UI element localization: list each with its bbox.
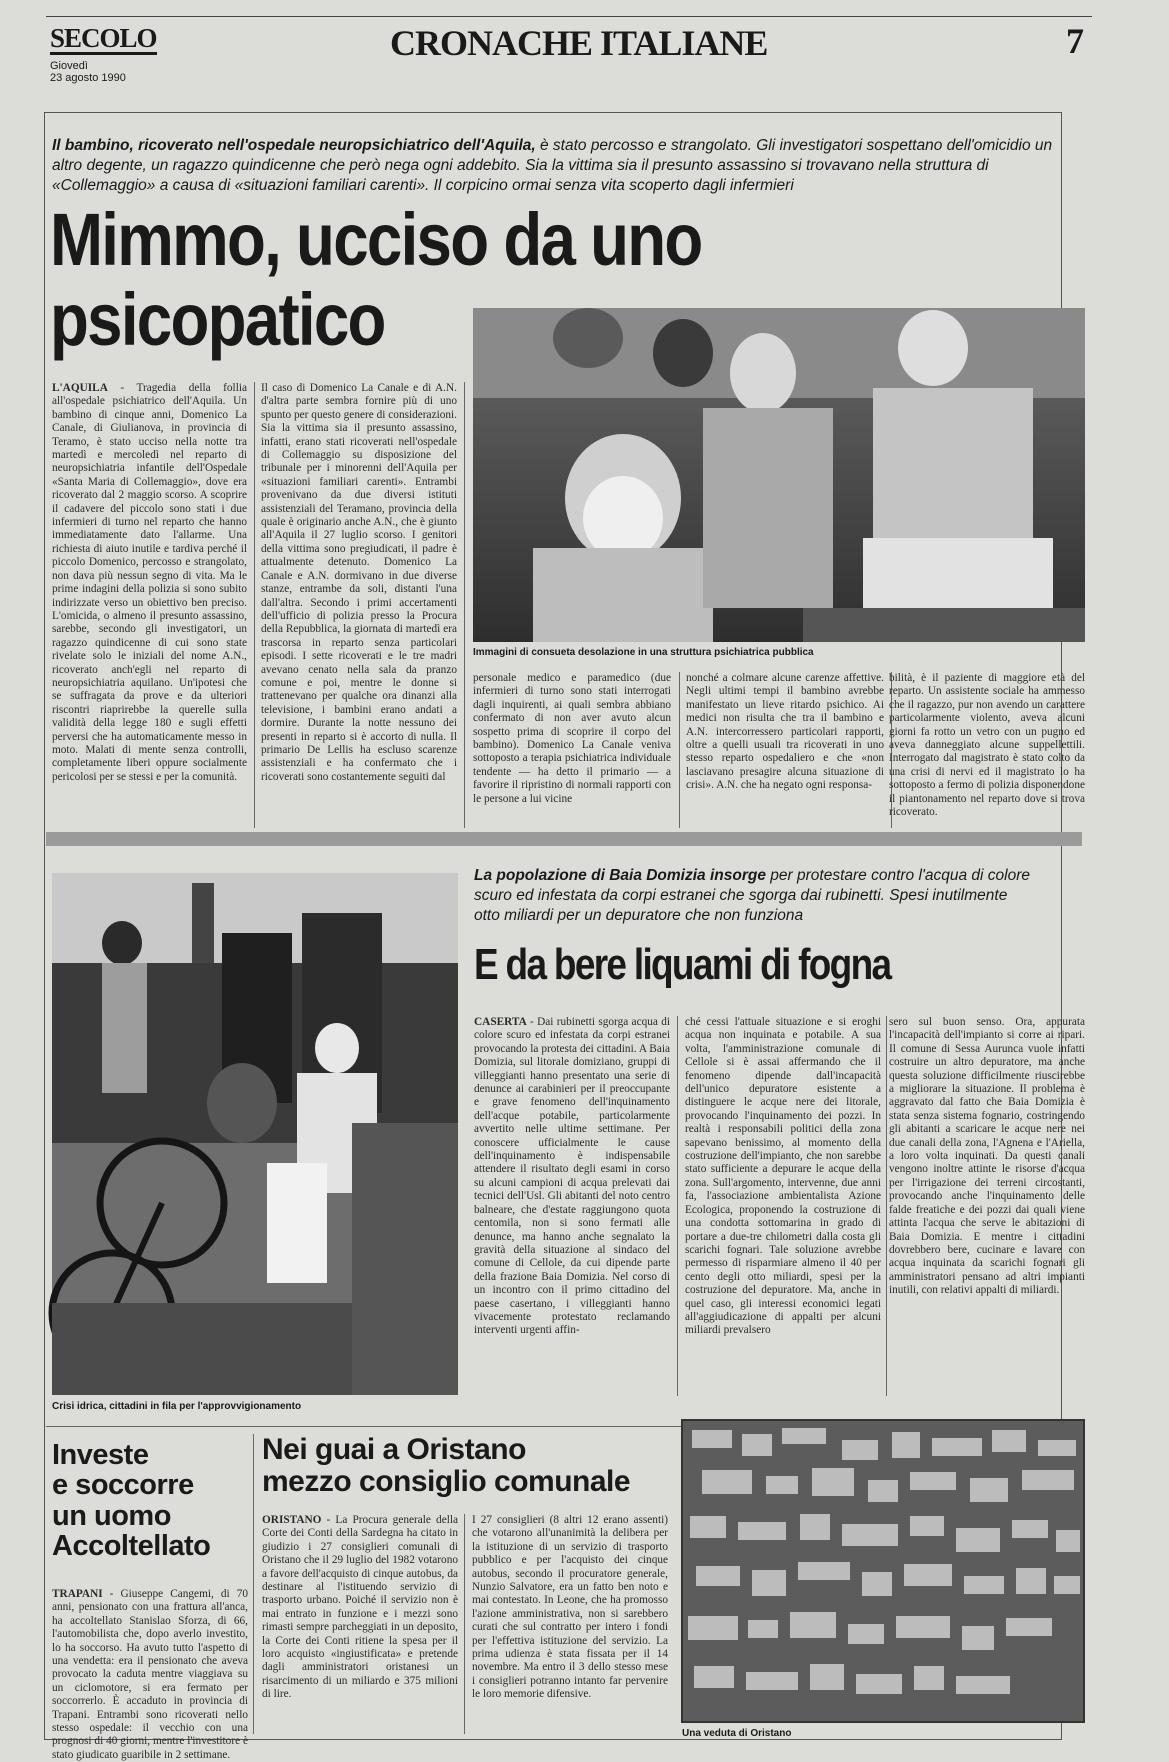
section-title: CRONACHE ITALIANE [390,23,768,63]
article4-headline [262,1434,630,1497]
top-rule [46,16,1092,17]
article2-column-2: ché cessi l'attuale situazione e si eroghi acqua non inquinata e potabile. A sua volta, l'amministrazione comunale di Cellole si è assai affermando che il fenomeno dipende dall'incapacità dell'unico depuratore esistente a distinguere le acque nere dei litorale, provocando l'inquinamento dei pozzi. In realtà i responsabili politici della zona sapevano benissimo, al momento della costruzione dell'impianto, che non sarebbe stato sufficiente a depurare le acque della zona. Sull'argomento, intervenne, due anni fa, l'associazione ambientalista Azione Ecologica, proponendo la costruzione di una condotta sottomarina in grado di portare a due-tre chilometri dalla costa gli scarichi fognari. Tale soluzione avrebbe permesso di risparmiare almeno il 40 per cento degli otto miliardi, spesi per la costruzione del depuratore. Ma, anche in quel caso, gli interessi economici legati all'aggiudicazione di appalti per alcuni miliardi prevalsero [685,1016,881,1337]
oristano-aerial-photo [682,1420,1084,1722]
article1-column-2: Il caso di Domenico La Canale e di A.N. d'altra parte sembra fornire più di uno spunto per questo genere di considerazioni. Sia la vittima sia il presunto assassino, infatti, erano stati ricoverati nell'ospedale di Collemaggio su disposizione del tribunale per i minorenni dell'Aquila per «situazioni familiari carenti». Entrambi provenivano da due diversi istituti assistenziali del Teramano, provincia della quale è originario anche A.N., che è giunto all'Aquila il 27 luglio scorso. I genitori della vittima sono pregiudicati, il padre è attualmente detenuto. Domenico La Canale e A.N. dormivano in due diverse stanze, entrambe da soli, distanti l'una dall'altra. Secondo i primi accertamenti dell'ufficio di polizia presso la Procura della Repubblica, la giornata di martedì era trascorsa in reparto senza particolari episodi. I sette ricoverati e le tre madri avevano cenato nella sala da pranzo comune e poi, mentre le donne si trattenevano per qualche ora dinanzi alla televisione, i bambini erano andati a dormire. Durante la notte nessuno dei presenti in reparto si è accorto di nulla. Il primario De Lellis ha escluso scarenze assistenziali e ha confermato che i ricoverati sono costantemente seguiti dal [261,382,457,783]
article4-photo [682,1420,1084,1722]
article3-headline-line: Investe [52,1439,149,1471]
column-divider [254,382,255,828]
article3-headline-line: un uomo [52,1499,171,1532]
article1-kicker [52,136,1072,196]
article4-headline-line: mezzo consiglio comunale [262,1464,631,1498]
issue-day: 23 agosto 1990 [50,72,126,84]
column-divider [679,672,680,828]
article1-photo-caption: Immagini di consueta desolazione in una struttura psichiatrica pubblica [473,647,814,658]
article1-headline: Mimmo, ucciso da uno psicopatico [50,198,702,361]
issue-weekday: Giovedì [50,60,88,72]
article4-headline-line: Nei guai a Oristano [262,1433,526,1466]
article1-column-4: nonché a colmare alcune carenze affettive. Negli ultimi tempi il bambino avrebbe manifestato un lieve ritardo psichico. Ai medici non risulta che tra il bambino e A.N. intercorressero particolari rapporti, oltre a quelli usuali tra ricoverati in uno stesso reparto ospedaliero e che «non lasciavano presagire alcuna situazione di crisi». A.N. che ha negato ogni responsa- [686,672,884,792]
article1-column-3: personale medico e paramedico (due infermieri di turno sono stati interrogati dagli inquirenti, ai quali sembra abbiano confermato di non aver avuto alcun sospetto prima di scoprire il corpo del bambino). Domenico La Canale veniva sottoposto a terapia psichiatrica individuale tendente — ha detto il primario — a favorire il ripristino di normali rapporti con le persone a lui vicine [473,672,671,805]
article3-dateline: TRAPANI [52,1588,103,1600]
article3-headline-line: e soccorre [52,1469,194,1502]
article3-headline [52,1440,210,1562]
water-queue-photo [52,873,458,1395]
article1-dateline: L'AQUILA [52,382,108,394]
article1-column-5: bilità, è il paziente di maggiore età del reparto. Un assistente sociale ha ammesso che il ragazzo, pur non avendo un carattere particolarmente violento, aveva alcuni giorni fa rotto un vetro con un pugno ed aveva danneggiato alcune suppellettili. Interrogato dal magistrato è stato colto da una crisi di nervi ed il magistrato lo ha sottoposto a fermo di polizia disponendone il piantonamento nel reparto dove si trova ricoverato. [889,672,1085,819]
article2-kicker [474,866,1034,926]
column-divider [464,1514,465,1734]
article1-kicker-lead: Il bambino, ricoverato nell'ospedale neuropsichiatrico dell'Aquila, [52,137,536,154]
article4-column-2: I 27 consiglieri (8 altri 12 erano assenti) che votarono all'unanimità la delibera per la istituzione di un servizio di trasporto pubblico e per l'acquisto dei cinque autobus, secondo il procuratore generale, Nunzio Salvatore, era un fatto ben noto e mai contestato. In Leone, che ha promosso l'azione amministrativa, non si sarebbero curati che sul contratto per intero i fondi per l'effettiva istituzione del servizio. La prima udienza è stata fissata per il 14 novembre. Ma entro il 3 dello stesso mese i consiglieri potranno intanto far pervenire le loro memorie difensive. [472,1514,668,1701]
article2-column-1 [474,1016,670,1396]
article3-headline-line: Accoltellato [52,1530,211,1563]
newspaper-logo: SECOLO [50,23,157,53]
issue-date [50,60,126,84]
article2-kicker-text: per protestare contro l'acqua di colore scuro ed infestata da corpi estranei che sgorga dai rubinetti. Spesi inutilmente otto miliardi per un depuratore che non funziona [474,867,1030,924]
column-divider [677,1016,678,1396]
article4-photo-caption: Una veduta di Oristano [682,1728,792,1739]
article2-photo [52,873,458,1395]
article4-text-1: - La Procura generale della Corte dei Conti della Sardegna ha citato in giudizio i 27 consiglieri comunali di Oristano che il 29 luglio del 1982 votarono a favore dell'acquisto di cinque autobus, da destinare al l'istituendo servizio di trasporto urbano. Poiché il servizio non è mai entrato in funzione e i mezzi sono rimasti sempre parcheggiati in un deposito, la Corte dei Conti ritiene la spesa per il loro acquisto «ingiustificata» e pretende dagli amministratori oristanesi un risarcimento di un miliardo e 375 milioni di lire. [262,1514,458,1701]
article1-photo [473,308,1085,642]
article2-text-1: - Dai rubinetti sgorga acqua di colore scuro ed infestata da corpi estranei provocando la protesta dei cittadini. A Baia Domizia, sul litorale domiziano, gruppi di villeggianti hanno presentato una serie di denunce ai carabinieri per il preoccupante e grave fenomeno dell'inquinamento dell'acque potabile, particolarmente avvertito nelle ultime settimane. Per conoscere ufficialmente le cause dell'inquinamento è indispensabile attendere il risultato degli esami in corso su alcuni campioni di acqua prelevati dai tecnici dell'Usl. Gli abitanti del noto centro balneare, che d'estate raggiungono quota centomila, non si sono fermati alle denunce, ma hanno anche segnalato la gravità della situazione al sindaco del comune di Cellole, da cui dipende parte della frazione Baia Domizia. Nel corso di un incontro con il primo cittadino del paese casertano, i villeggianti hanno vivacemente protestato reclamando interventi urgenti affin- [474,1016,670,1337]
column-divider [886,1016,887,1396]
article4-column-1 [262,1514,458,1734]
article1-text-1: - Tragedia della follia all'ospedale psichiatrico dell'Aquila. Un bambino di cinque anni, Domenico La Canale, di Giulianova, in provincia di Teramo, è stato ucciso nella notte tra martedì e mercoledì nel reparto di neuropsichiatria infantile dell'Ospedale «Santa Maria di Collemaggio», dove era ricoverato dal 2 maggio scorso. A scoprire il cadavere del piccolo sono stati i due infermieri di turno nel reparto che hanno immediatamente dato l'allarme. Una richiesta di aiuto inutile e tardiva perché il piccolo Domenico, percosso e strangolato, non dava più nessun segno di vita. Ma le prime indagini della polizia si sono subito indirizzate verso un obiettivo ben preciso. L'omicida, o almeno il presunto assassino, sarebbe, secondo gli investigatori, un ragazzo quindicenne di cui sono state rivelate solo le iniziali del nome A.N., ricoverato anch'egli nel reparto di neuropsichiatria aquilano. Un'ipotesi che se suffragata da prove e da ulteriori riscontri riaprirebbe la querelle sulla validità della legge 180 e sugli effetti perversi che ha automaticamente messo in moto. Malati di mente senza controlli, completamente liberi oppure socialmente pericolosi per se stessi e per la comunità. [52,382,247,783]
article4-dateline: ORISTANO [262,1514,322,1526]
article2-kicker-lead: La popolazione di Baia Domizia insorge [474,867,766,884]
article1-column-1 [52,382,247,828]
section-separator [46,832,1082,846]
article2-headline: E da bere liquami di fogna [474,940,891,989]
article2-photo-caption: Crisi idrica, cittadini in fila per l'approvvigionamento [52,1401,302,1412]
article2-column-3: sero sul buon senso. Ora, appurata l'incapacità dell'impianto si corre ai ripari. Il comune di Sessa Aurunca vuole infatti costruire un altro depuratore, ma anche questa soluzione difficilmente riuscirebbe a migliorare la situazione. Il problema è aggravato dal fatto che Baia Domizia è stata senza sistema fognario, costringendo gli abitanti a scaricare le acque nere nei due canali della zona, l'Agnena e l'Ariella, a loro volta inquinati. Da questi canali vengono inoltre attinte le risorse d'acqua per l'irrigazione dei terreni circostanti, provocando anche l'inquinamento delle falde freatiche e dei pozzi dai quali viene attinta l'acqua che serve le abitazioni di Baia Domizia. E mentre i cittadini dovrebbero bere, cucinare e lavare con acqua inquinata da scarichi fognari gli amministratori pensano ad altri impianti inutili, con relativi appalti di miliardi. [889,1016,1085,1297]
article3-body [52,1588,248,1761]
article1-kicker-text: è stato percosso e strangolato. Gli investigatori sospettano dell'omicidio un altro degente, un ragazzo quindicenne che però nega ogni addebito. Sia la vittima sia il presunto assassino si trovavano nella struttura di «Collemaggio» a causa di «situazioni familiari carenti». Il corpicino ormai senza vita scoperto dagli infermieri [52,137,1053,194]
article3-text: - Giuseppe Cangemi, di 70 anni, pensionato con una frattura all'anca, ha accoltellato Stanislao Sforza, di 66, l'automobilista che, dopo averlo investito, lo ha soccorso. Ha avuto tutto l'aspetto di una vendetta: era il pensionato che aveva provocato la caduta mentre viaggiava su un ciclomotore, si era fermato per soccorrerlo. È accaduto in provincia di Trapani. Entrambi sono ricoverati nello stesso ospedale: il vecchio con una prognosi di 40 giorni, mentre l'investitore è stato giudicato guaribile in 2 settimane. [52,1588,248,1761]
page-number: 7 [1066,21,1084,61]
psychiatric-ward-photo [473,308,1085,642]
column-divider [464,382,465,828]
article2-dateline: CASERTA [474,1016,527,1028]
column-divider [253,1434,254,1734]
